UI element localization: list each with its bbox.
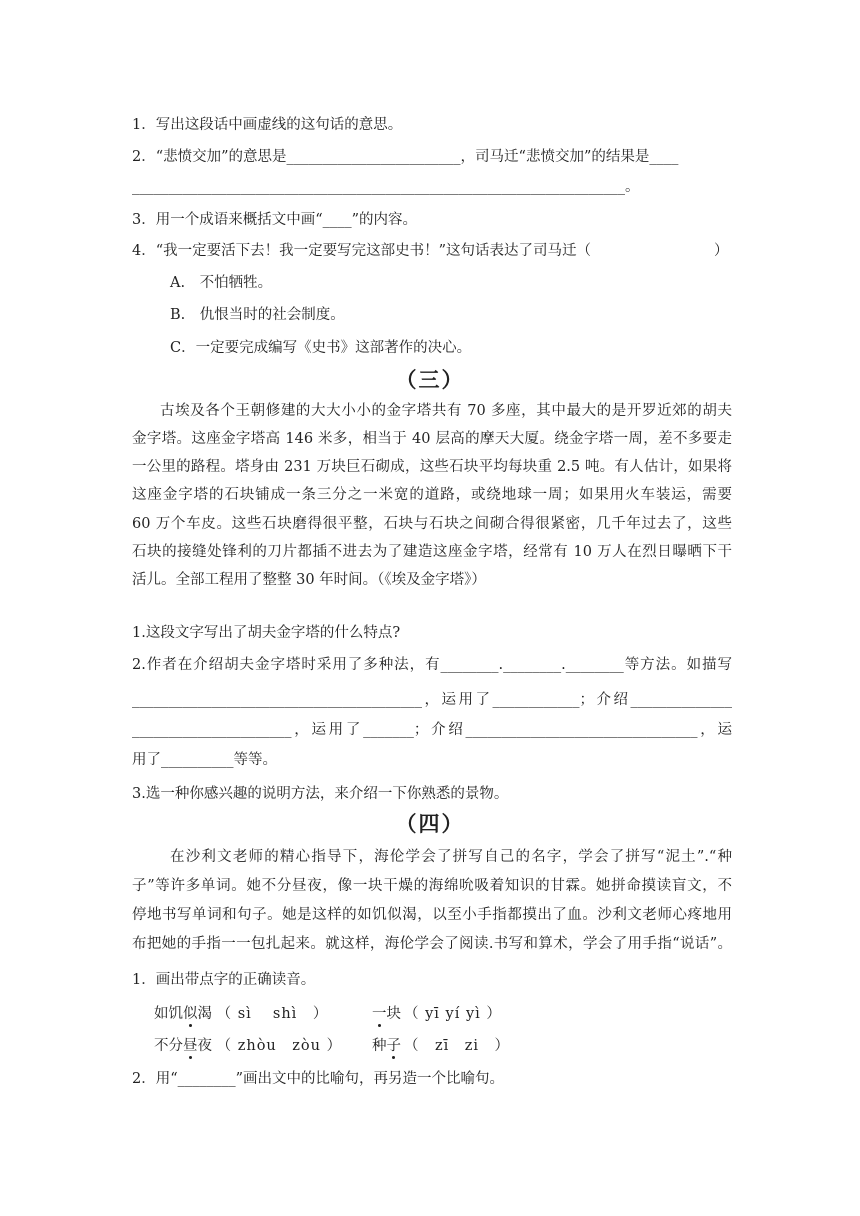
part3-question-2-line1: 2.作者在介绍胡夫金字塔时采用了多种法，有________.________.________等方法。如描写 bbox=[132, 657, 732, 673]
part2-option-a: A. 不怕牺牲。 bbox=[170, 275, 273, 291]
part3-question-1: 1.这段文字写出了胡夫金字塔的什么特点? bbox=[132, 625, 401, 641]
part3-para-line2: 金字塔。这座金字塔高 146 米多，相当于 40 层高的摩天大厦。绕金字塔一周，差不多要走 bbox=[132, 431, 732, 447]
word-ru-ji-si-ke: 如饥似渴 bbox=[154, 1006, 212, 1022]
pinyin-row-1 bbox=[154, 1004, 754, 1024]
part3-para-line5: 60 万个车皮。这些石块磨得很平整，石块与石块之间砌合得很紧密，几千年过去了，这些 bbox=[132, 516, 732, 532]
part3-question-2-line2: ________________________________________，运用了____________；介绍______________ bbox=[132, 692, 732, 708]
part2-question-4-close: ） bbox=[714, 243, 729, 259]
part3-question-3: 3.选一种你感兴趣的说明方法，来介绍一下你熟悉的景物。 bbox=[132, 786, 509, 802]
part3-question-2-line3: ______________________，运用了_______；介绍________________________________，运 bbox=[132, 722, 732, 738]
word-bu-fen-zhou-ye: 不分昼夜 bbox=[154, 1038, 212, 1054]
part2-option-b: B. 仇恨当时的社会制度。 bbox=[170, 307, 345, 323]
word-zhong-zi: 种子 bbox=[372, 1038, 401, 1054]
pinyin-options-zhou: （ zhòu zòu ） bbox=[216, 1038, 343, 1054]
part3-para-line3: 一公里的路程。塔身由 231 万块巨石砌成，这些石块平均每块重 2.5 吨。有人估计，如果将 bbox=[132, 459, 732, 475]
part4-para-line2: 子”等许多单词。她不分昼夜，像一块干燥的海绵吮吸着知识的甘霖。她拼命摸读盲文，不 bbox=[132, 878, 732, 894]
section-heading-3: （三） bbox=[395, 368, 465, 392]
pinyin-row-2 bbox=[154, 1036, 754, 1056]
part4-para-line4: 布把她的手指一一包扎起来。就这样，海伦学会了阅读.书写和算术，学会了用手指“说话”。 bbox=[132, 936, 732, 952]
part2-question-3: 3．用一个成语来概括文中画“____”的内容。 bbox=[132, 212, 418, 228]
part3-para-line1: 古埃及各个王朝修建的大大小小的金字塔共有 70 多座，其中最大的是开罗近郊的胡夫 bbox=[160, 403, 732, 419]
part4-question-2: 2．用“________”画出文中的比喻句，再另造一个比喻句。 bbox=[132, 1071, 505, 1087]
part2-question-2-line1: 2．“悲愤交加”的意思是________________________，司马迁“悲愤交加”的结果是____ bbox=[132, 149, 679, 165]
part3-para-line4: 这座金字塔的石块铺成一条三分之一米宽的道路，或绕地球一周；如果用火车装运，需要 bbox=[132, 487, 732, 503]
part2-option-c: C．一定要完成编写《史书》这部著作的决心。 bbox=[170, 340, 472, 356]
part4-question-1: 1．画出带点字的正确读音。 bbox=[132, 972, 316, 988]
pinyin-options-zi: （ zī zi ） bbox=[404, 1038, 511, 1054]
part4-para-line3: 停地书写单词和句子。她是这样的如饥似渴，以至小手指都摸出了血。沙利文老师心疼地用 bbox=[132, 907, 732, 923]
part2-question-1: 1．写出这段话中画虚线的这句话的意思。 bbox=[132, 117, 403, 133]
part4-para-line1: 在沙利文老师的精心指导下，海伦学会了拼写自己的名字，学会了拼写“泥土”.“种 bbox=[170, 849, 732, 865]
part3-para-line7: 活儿。全部工程用了整整 30 年时间。（《埃及金字塔》） bbox=[132, 572, 486, 588]
pinyin-options-si: （ sì shì ） bbox=[216, 1006, 329, 1022]
part2-question-2-line2: ____________________________________________________________________。 bbox=[132, 179, 640, 195]
part2-question-4 bbox=[132, 241, 732, 261]
part3-para-line6: 石块的接缝处锋利的刀片都插不进去为了建造这座金字塔，经常有 10 万人在烈日曝晒下干 bbox=[132, 544, 732, 560]
section-heading-4: （四） bbox=[395, 812, 465, 836]
part3-question-2-line4: 用了__________等等。 bbox=[132, 752, 277, 768]
word-yi-kuai: 一块 bbox=[372, 1006, 401, 1022]
part2-question-4-text: 4．“我一定要活下去！我一定要写完这部史书！”这句话表达了司马迁（ bbox=[132, 243, 592, 259]
pinyin-options-yi: （ yī yí yì ） bbox=[404, 1006, 502, 1022]
